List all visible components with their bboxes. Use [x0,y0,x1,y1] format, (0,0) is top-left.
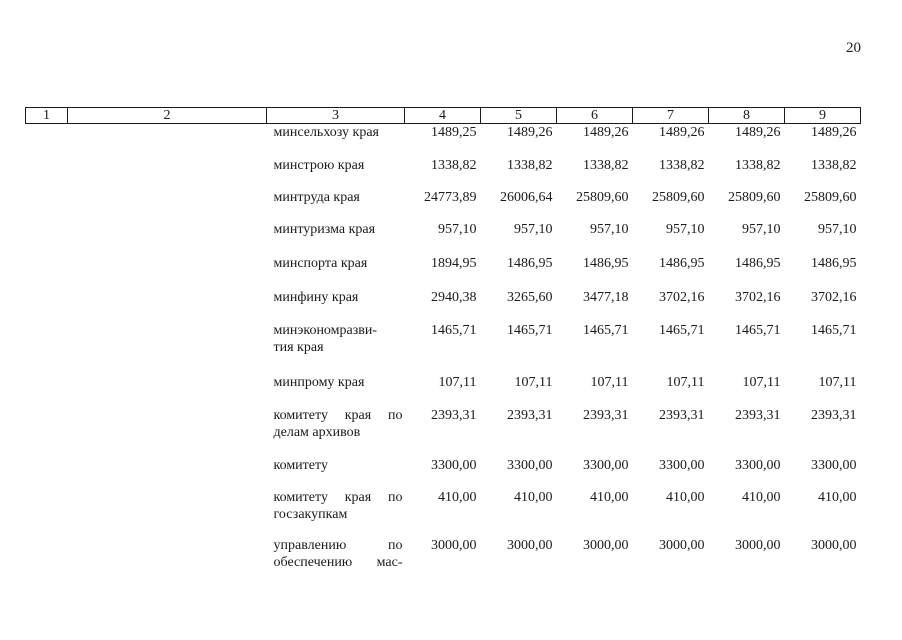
table-row [26,255,861,289]
recipient-label [267,489,405,537]
value-cell: 3300,00 [507,457,553,473]
value-cell: 107,11 [514,374,553,390]
empty-cell [26,489,68,537]
value-cell: 2393,31 [431,407,477,423]
value-cell: 3265,60 [507,289,553,305]
recipient-label-line: госзакупкам [273,506,348,522]
value-cell: 1465,71 [583,322,629,338]
value-cell: 3000,00 [583,537,629,553]
value-cell: 3702,16 [735,289,781,305]
value-cell: 3300,00 [735,457,781,473]
recipient-label: минстрою края [273,157,365,173]
table-row [26,407,861,457]
table-row [26,289,861,322]
value-cell: 957,10 [666,221,705,237]
value-cell: 3477,18 [583,289,629,305]
column-header-2: 2 [68,108,267,124]
value-cell: 957,10 [590,221,629,237]
value-cell: 1489,26 [507,125,553,140]
empty-cell [68,489,267,537]
empty-cell [26,221,68,255]
value-cell: 1489,26 [735,125,781,140]
value-cell: 25809,60 [804,189,857,205]
value-cell: 3300,00 [583,457,629,473]
recipient-label: минсельхозу края [273,125,379,140]
value-cell: 2940,38 [431,289,477,305]
recipient-label: минфину края [273,289,359,305]
table-row [26,374,861,407]
table-row [26,322,861,374]
value-cell: 410,00 [818,489,857,505]
value-cell: 2393,31 [735,407,781,423]
value-cell: 957,10 [438,221,477,237]
value-cell: 1489,26 [583,125,629,140]
value-cell: 1489,26 [811,125,857,140]
value-cell: 1338,82 [507,157,553,173]
column-header-3: 3 [267,108,405,124]
recipient-label [267,322,405,374]
empty-cell [68,157,267,189]
recipient-label-line: комитету края по [273,407,403,423]
empty-cell [68,457,267,489]
empty-cell [26,457,68,489]
value-cell: 1894,95 [431,255,477,271]
value-cell: 1486,95 [811,255,857,271]
value-cell: 1338,82 [811,157,857,173]
recipient-label-line: управлению по [273,537,403,553]
budget-table [25,107,861,582]
column-header-9: 9 [785,108,861,124]
recipient-label: комитету [273,457,328,473]
value-cell: 1465,71 [659,322,705,338]
value-cell: 957,10 [818,221,857,237]
empty-cell [26,374,68,407]
table-row [26,457,861,489]
value-cell: 3000,00 [811,537,857,553]
value-cell: 1465,71 [735,322,781,338]
table-row [26,157,861,189]
value-cell: 2393,31 [507,407,553,423]
value-cell: 410,00 [742,489,781,505]
value-cell: 957,10 [514,221,553,237]
recipient-label: минтуризма края [273,221,376,237]
value-cell: 957,10 [742,221,781,237]
table-row [26,221,861,255]
value-cell: 3000,00 [431,537,477,553]
value-cell: 26006,64 [500,189,553,205]
empty-cell [68,322,267,374]
value-cell: 1338,82 [583,157,629,173]
value-cell: 2393,31 [583,407,629,423]
value-cell: 3300,00 [659,457,705,473]
empty-cell [26,289,68,322]
column-header-7: 7 [633,108,709,124]
value-cell: 25809,60 [728,189,781,205]
value-cell: 1465,71 [507,322,553,338]
column-number-header-row [26,108,861,124]
column-header-8: 8 [709,108,785,124]
value-cell: 410,00 [438,489,477,505]
empty-cell [26,157,68,189]
column-header-6: 6 [557,108,633,124]
value-cell: 1465,71 [811,322,857,338]
value-cell: 3702,16 [659,289,705,305]
page-number: 20 [846,40,861,56]
column-header-1: 1 [26,108,68,124]
empty-cell [68,124,267,157]
empty-cell [68,374,267,407]
value-cell: 410,00 [590,489,629,505]
value-cell: 3300,00 [811,457,857,473]
empty-cell [68,255,267,289]
value-cell: 107,11 [742,374,781,390]
value-cell: 107,11 [590,374,629,390]
value-cell: 1486,95 [735,255,781,271]
recipient-label-line: минэкономразви- [273,322,378,338]
value-cell: 3000,00 [507,537,553,553]
value-cell: 3000,00 [659,537,705,553]
value-cell: 24773,89 [424,189,477,205]
empty-cell [68,537,267,582]
value-cell: 107,11 [438,374,477,390]
value-cell: 25809,60 [652,189,705,205]
empty-cell [26,255,68,289]
empty-cell [26,537,68,582]
recipient-label-line: обеспечению мас- [273,554,403,570]
recipient-label [267,537,405,582]
value-cell: 107,11 [666,374,705,390]
value-cell: 3000,00 [735,537,781,553]
value-cell: 1489,26 [659,125,705,140]
table-row [26,189,861,221]
value-cell: 1338,82 [431,157,477,173]
table-row [26,489,861,537]
recipient-label: минтруда края [273,189,360,205]
recipient-label [267,407,405,457]
empty-cell [68,407,267,457]
recipient-label-line: комитету края по [273,489,403,505]
value-cell: 1489,25 [431,125,477,140]
empty-cell [26,407,68,457]
value-cell: 25809,60 [576,189,629,205]
value-cell: 1338,82 [659,157,705,173]
recipient-label: минпрому края [273,374,365,390]
empty-cell [26,322,68,374]
value-cell: 1486,95 [583,255,629,271]
value-cell: 2393,31 [811,407,857,423]
table-row [26,537,861,582]
empty-cell [68,289,267,322]
value-cell: 410,00 [666,489,705,505]
value-cell: 1465,71 [431,322,477,338]
value-cell: 1338,82 [735,157,781,173]
recipient-label-line: делам архивов [273,424,361,440]
value-cell: 1486,95 [659,255,705,271]
recipient-label: минспорта края [273,255,368,271]
value-cell: 2393,31 [659,407,705,423]
value-cell: 3702,16 [811,289,857,305]
empty-cell [26,124,68,157]
column-header-5: 5 [481,108,557,124]
column-header-4: 4 [405,108,481,124]
empty-cell [26,189,68,221]
empty-cell [68,189,267,221]
table-row [26,124,861,157]
value-cell: 3300,00 [431,457,477,473]
recipient-label-line: тия края [273,339,324,355]
empty-cell [68,221,267,255]
value-cell: 107,11 [818,374,857,390]
value-cell: 410,00 [514,489,553,505]
value-cell: 1486,95 [507,255,553,271]
